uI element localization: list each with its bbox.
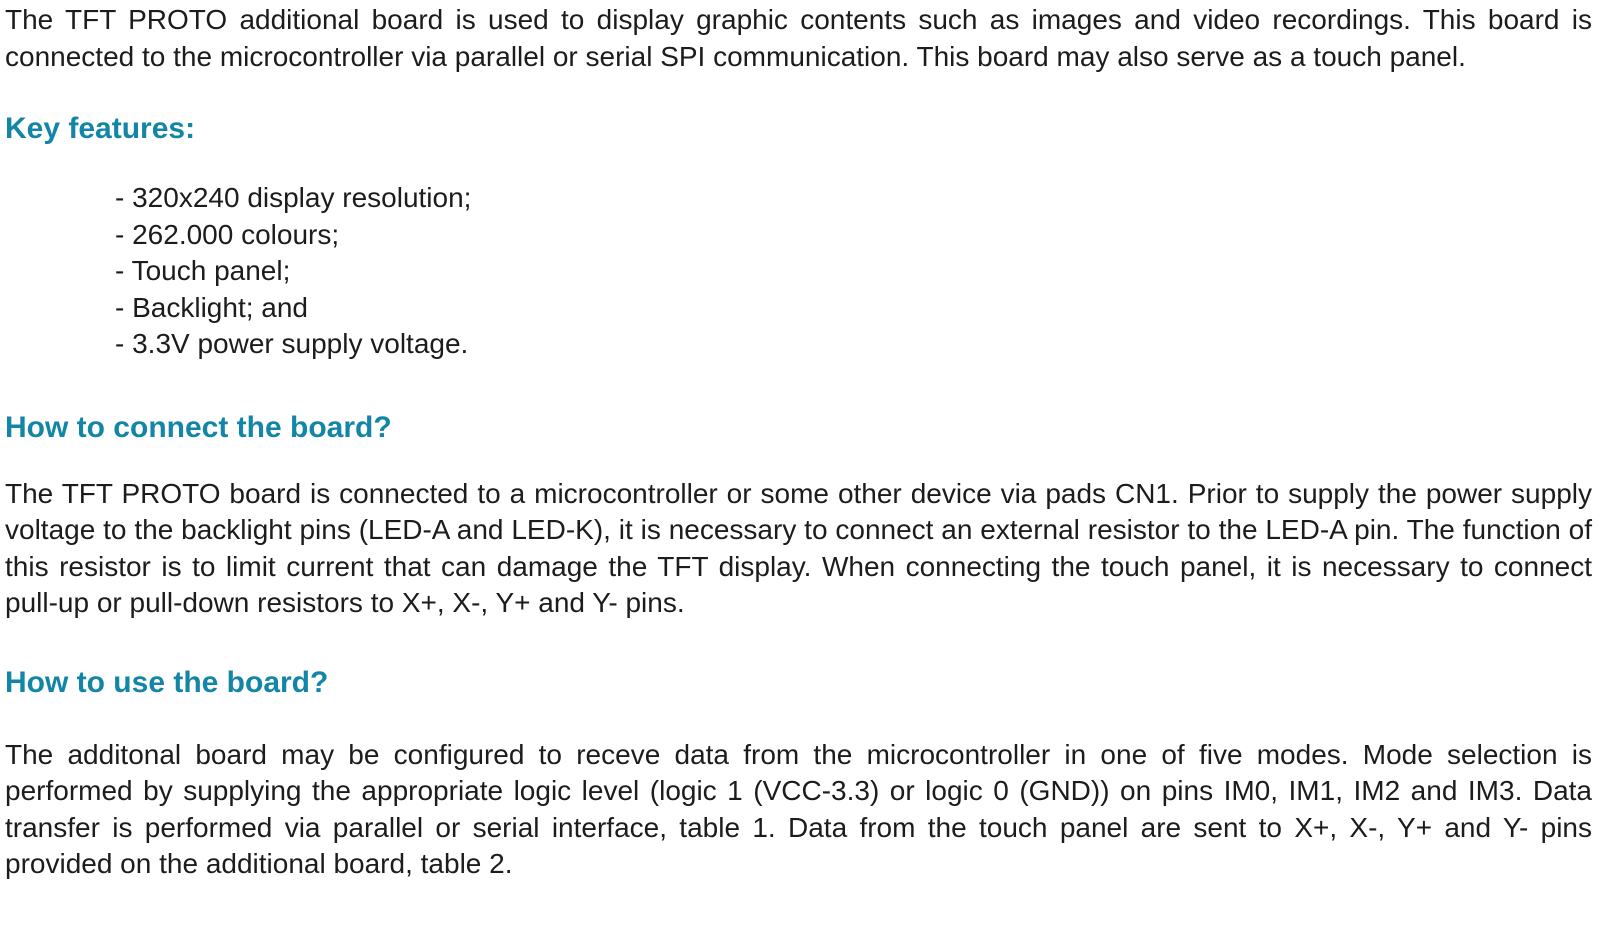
document-page (5, 2, 1592, 883)
key-features-heading: Key features: (5, 112, 196, 145)
list-item: - 262.000 colours; (115, 218, 340, 250)
how-to-connect-heading: How to connect the board? (5, 410, 392, 444)
key-features-list (5, 180, 1592, 363)
list-item: - 3.3V power supply voltage. (115, 328, 469, 359)
how-to-use-heading: How to use the board? (5, 665, 329, 699)
connect-paragraph: The TFT PROTO board is connected to a microcontroller or some other device via pads CN1. Prior to supply the power supply voltage to the backlight pins (LED-A and LED-K), it is necessary to connect an external resistor to the LED-A pin. The function of this resistor is to limit current that can damage the TFT display. When connecting the touch panel, it is necessary to connect pull-up or pull-down resistors to X+, X-, Y+ and Y- pins. (5, 477, 1592, 618)
list-item: - Touch panel; (115, 255, 291, 286)
list-item: - 320x240 display resolution; (115, 182, 472, 213)
intro-paragraph: The TFT PROTO additional board is used to display graphic contents such as images and video recordings. This board is connected to the microcontroller via parallel or serial SPI communication. This board may also serve as a touch panel. (5, 4, 1592, 72)
use-paragraph: The additonal board may be configured to receve data from the microcontroller in one of five modes. Mode selection is performed by supplying the appropriate logic level (logic 1 (VCC-3.3) or logic 0 (GND)) on pins IM0, IM1, IM2 and IM3. Data transfer is performed via parallel or serial interface, table 1. Data from the touch panel are sent to X+, X-, Y+ and Y- pins provided on the additional board, table 2. (5, 738, 1592, 879)
list-item: - Backlight; and (115, 291, 308, 323)
